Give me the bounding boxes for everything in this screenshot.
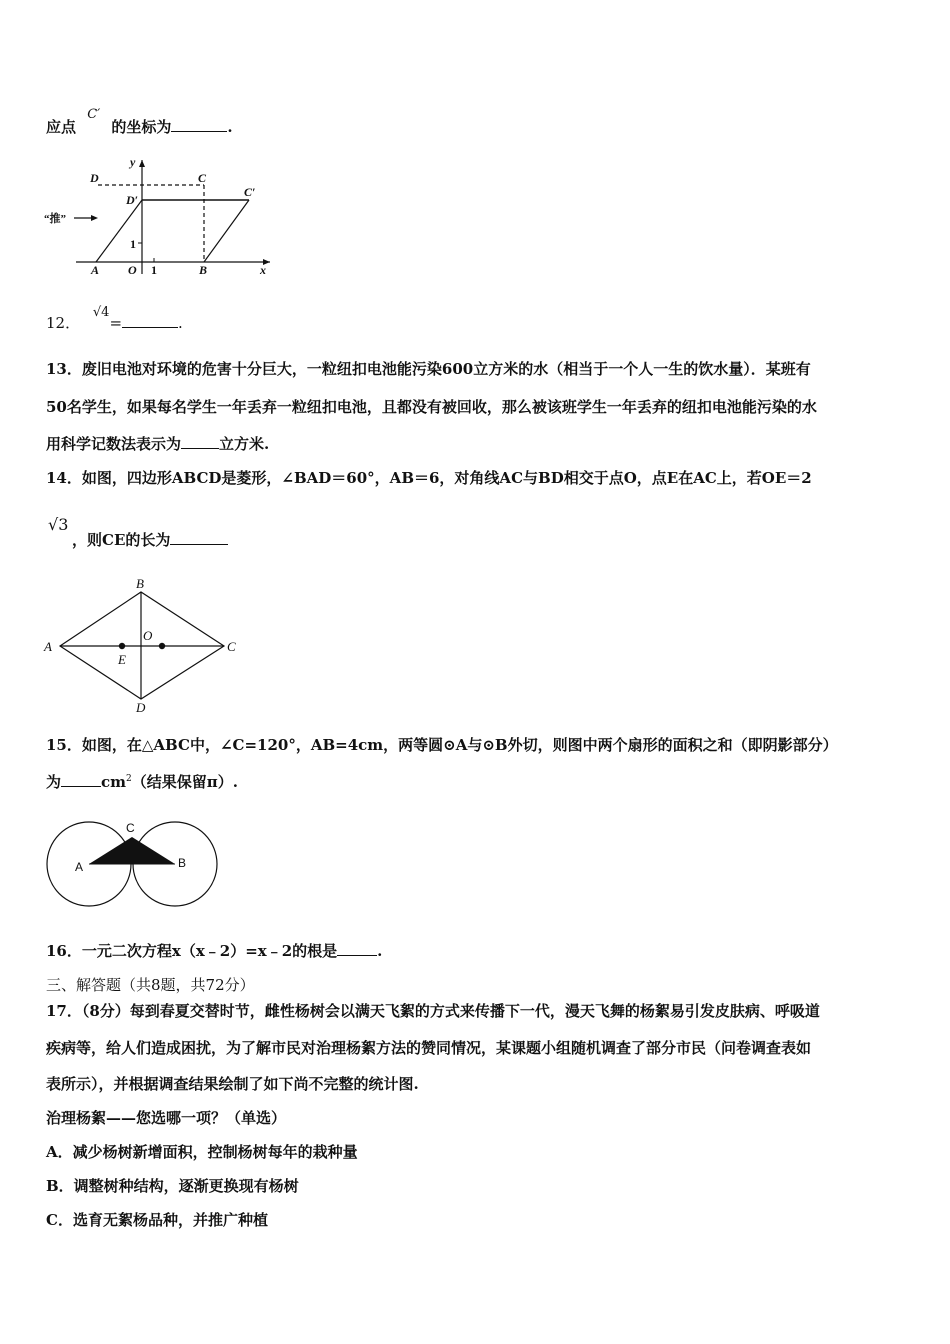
label-a: A [75, 860, 84, 874]
y-axis-arrow [139, 160, 145, 167]
q16-answer-blank [337, 941, 377, 956]
q17-line1: 17．（8分）每到春夏交替时节，雌性杨树会以满天飞絮的方式来传播下一代，漫天飞舞的杨絮易引发皮肤病、呼吸道 [46, 1002, 820, 1020]
q14-line2-text: ，则CE的长为 [72, 531, 171, 549]
q14-answer-blank [170, 530, 228, 545]
q15-line2 [46, 771, 238, 792]
q11-text-before: 应点 [46, 118, 77, 136]
label-y: y [130, 155, 136, 169]
q17-line2: 疾病等，给人们造成困扰，为了解市民对治理杨絮方法的赞同情况，某课题小组随机调查了部分市民（问卷调查表如 [46, 1039, 812, 1057]
q15-unit: cm [101, 773, 127, 791]
label-a: A [44, 639, 52, 654]
label-b: B [178, 856, 187, 870]
q11-line [46, 107, 233, 137]
label-d-prime: D′ [126, 193, 139, 207]
coordinate-figure [44, 152, 284, 282]
q14-figure [42, 575, 252, 715]
q12-number: 12． [46, 314, 81, 332]
point-e [119, 643, 125, 649]
label-e: E [118, 652, 126, 667]
label-c: C [126, 821, 135, 835]
survey-title: 治理杨絮——您选哪一项？（单选） [46, 1109, 287, 1127]
q11-point-label: C′ [87, 107, 101, 122]
q13-answer-blank [181, 434, 219, 449]
q14-line1: 14．如图，四边形ABCD是菱形，∠BAD＝60°，AB＝6，对角线AC与BD相交于点O，点E在AC上，若OE＝2 [46, 469, 812, 487]
q15-line1: 15．如图，在△ABC中，∠C=120°，AB=4cm，两等圆⊙A与⊙B外切，则图中两个扇形的面积之和（即阴影部分） [46, 736, 838, 754]
label-o: O [128, 263, 137, 277]
label-c: C [198, 171, 207, 185]
sector-b [132, 837, 175, 864]
label-c: C [227, 639, 236, 654]
q15-figure [44, 815, 224, 915]
label-c-prime: C′ [244, 185, 256, 199]
survey-option-b: B．调整树种结构，逐渐更换现有杨树 [46, 1177, 299, 1195]
q14-radical: √3 [48, 515, 69, 534]
q17-line3: 表所示），并根据调查结果绘制了如下尚不完整的统计图. [46, 1075, 419, 1093]
label-b: B [136, 576, 144, 591]
circles-figure [44, 815, 224, 915]
label-o: O [143, 628, 153, 643]
sector-a [89, 837, 132, 864]
q13-line2: 50名学生，如果每名学生一年丢弃一粒纽扣电池，且都没有被回收，那么被该班学生一年丢弃的纽扣电池能污染的水 [46, 398, 817, 416]
q11-figure [44, 152, 284, 282]
q12-end: . [178, 314, 183, 332]
label-push: “推” [44, 213, 66, 225]
label-d: D [90, 171, 99, 185]
q15-line2-after: （结果保留π）. [131, 773, 238, 791]
q16-line [46, 940, 382, 961]
push-arrow-head [91, 215, 98, 221]
rhombus-figure [42, 575, 252, 715]
label-a: A [91, 263, 100, 277]
q12-answer-blank [122, 313, 178, 328]
point-e2 [159, 643, 165, 649]
q13-line3 [46, 433, 269, 454]
section-title: 三、解答题（共8题，共72分） [46, 976, 255, 994]
q13-line3-after: 立方米. [219, 435, 270, 453]
label-b: B [199, 263, 208, 277]
q15-answer-blank [61, 772, 101, 787]
label-x-1: 1 [151, 263, 157, 277]
survey-option-c: C．选育无絮杨品种，并推广种植 [46, 1211, 268, 1229]
label-y-1: 1 [130, 237, 136, 251]
q15-unit-sup: 2 [126, 774, 132, 784]
q15-line2-before: 为 [46, 773, 62, 791]
q11-text-after: 的坐标为 [111, 118, 172, 136]
survey-option-a: A．减少杨树新增面积，控制杨树每年的栽种量 [46, 1143, 358, 1161]
q12-line [46, 305, 183, 333]
segment-cb [204, 200, 249, 262]
q12-radical: √4 [92, 305, 110, 320]
segment-ad [96, 200, 142, 262]
label-x: x [260, 263, 266, 277]
q12-equals: = [109, 314, 123, 332]
q16-end: . [377, 942, 383, 960]
q13-line1: 13．废旧电池对环境的危害十分巨大，一粒纽扣电池能污染600立方米的水（相当于一个人一生的饮水量）．某班有 [46, 360, 811, 378]
q16-text: 16．一元二次方程x（x﹣2）=x﹣2的根是 [46, 942, 338, 960]
q13-line3-before: 用科学记数法表示为 [46, 435, 182, 453]
q11-answer-blank [171, 117, 227, 132]
q14-line2 [72, 529, 228, 550]
q11-end: . [227, 118, 233, 136]
label-d: D [136, 700, 146, 715]
